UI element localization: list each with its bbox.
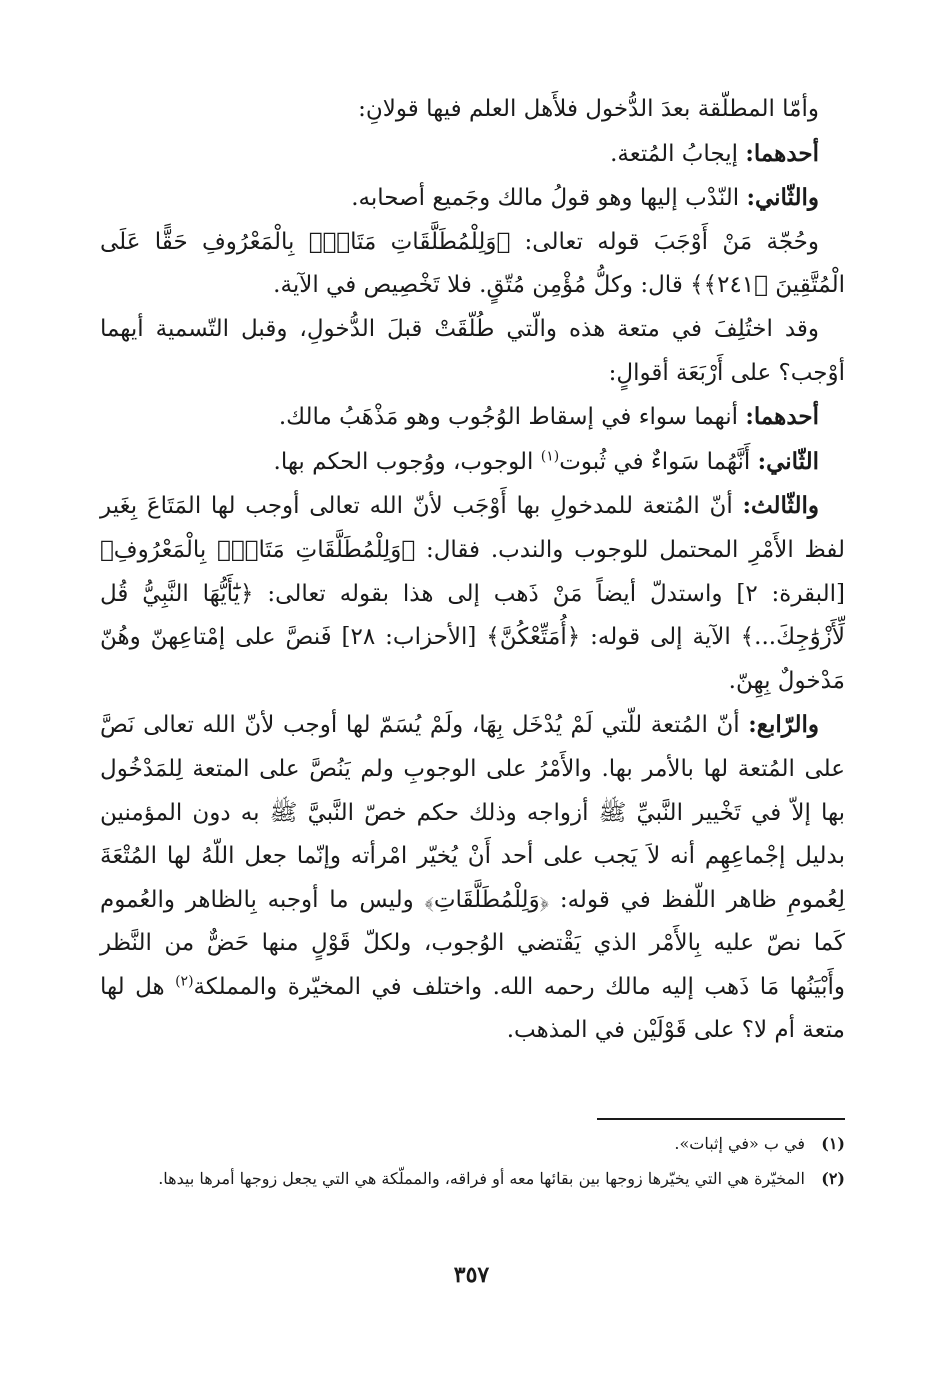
main-text (100, 88, 845, 1053)
paragraph-text-after: الوجوب، ووُجوب الحكم بها. (273, 448, 541, 475)
paragraph-text: النّدْب إليها وهو قولُ مالك وجَميع أصحابه. (351, 185, 747, 212)
paragraph-label: والثّالث: (742, 492, 819, 520)
footnote-text: المخيّرة هي التي يخيّرها زوجها بين بقائها معه أو فراقه، والمملّكة هي التي يجعل زوجها أمرها بيدها. (158, 1169, 805, 1188)
paragraph (100, 221, 845, 308)
footnote (100, 1130, 845, 1157)
paragraph (100, 703, 845, 1053)
paragraph (100, 440, 845, 485)
paragraph (100, 176, 845, 221)
paragraph (100, 308, 845, 395)
paragraph-text: أنّ المُتعة للّتي لَمْ يُدْخَل بِهَا، ولَمْ يُسَمّ لها أوجب لأنّ الله تعالى نَصَّ على المُتعة لها بالأمر بها. والأَمْرُ على الوجوبِ ولم يَنُصَّ على المتعة لِلمَدْخُول بها إلاّ في تَخْيير النَّبيِّ ﷺ أزواجه وذلك حكم خصّ النَّبيَّ ﷺ به دون المؤمنين بدليل إجْماعِهِم أنه لاَ يَجب على أحد أَنْ يُخيّر امْرأته وإنّما جعل اللّهُ لها المُتْعَةَ لِعُمومِ ظاهر اللّفظ في قوله: ﴿وَلِلْمُطَلَّقَاتِ﴾ وليس ما أوجبه بِالظاهر والعُموم كَما نصّ عليه بِالأَمْر الذي يَقْتضي الوُجوب، ولكلّ قَوْلٍ منها حَضٌّ من النَّظر وأَبْيَنُها مَا ذَهب إليه مالك رحمه الله. واختلف في المخيّرة والمملكة (100, 712, 845, 1000)
paragraph-text: وأمّا المطلّقة بعدَ الدُّخول فلأَهل العلم فيها قولانِ: (358, 96, 819, 122)
paragraph-text: إيجابُ المُتعة. (610, 140, 746, 167)
paragraph-label: والثّاني: (746, 184, 819, 212)
paragraph-text: وقد اختُلِفَ في متعة هذه والّتي طُلّقَتْ قبلَ الدُّخولِ، وقبل التّسمية أيهما أوْجب؟ على أَرْبَعَة أقوالٍ: (100, 315, 845, 386)
paragraph-text: أنّ المُتعة للمدخولِ بها أَوْجَب لأنّ الله تعالى أوجب لها المَتَاعَ بِغَير لفظ الأَمْرِ المحتمل للوجوب والندب. فقال: ﴿وَلِلْمُطَلَّقَاتِ مَتَاعٌۢ بِالْمَعْرُوفِ﴾ [البقرة: ٢] واستدلّ أيضاً مَنْ ذَهب إلى هذا بقوله تعالى: ﴿يَٰٓأَيُّهَا النَّبِيُّ قُل لِّأَزْوَٰجِكَ...﴾ الآية إلى قوله: ﴿أُمَتِّعْكُنَّ﴾ [الأحزاب: ٢٨] فَنصَّ على إمْتاعِهنّ وهُنّ مَدْخولٌ بِهِنّ. (100, 493, 845, 694)
paragraph (100, 395, 845, 440)
page-number: ٣٥٧ (453, 1262, 490, 1288)
footnote-reference: (١) (540, 448, 560, 465)
paragraph-label: الثّاني: (757, 447, 819, 475)
footnote (100, 1165, 845, 1192)
footnote-number: (٢) (821, 1169, 845, 1188)
paragraph-text: وحُجّة مَنْ أَوْجَبَ قوله تعالى: ﴿وَلِلْمُطَلَّقَاتِ مَتَاعٌۢ بِالْمَعْرُوفِ حَقًّا عَلَى الْمُتَّقِينَ ﴿٢٤١﴾﴾ قال: وكلُّ مُؤْمِن مُتّقٍ. فلا تَخْصِيص في الآية. (100, 228, 845, 299)
paragraph (100, 484, 845, 703)
footnote-text: في ب «في إثبات». (674, 1134, 805, 1153)
paragraph (100, 132, 845, 177)
footnote-number: (١) (821, 1134, 845, 1153)
footnote-divider (597, 1118, 845, 1120)
paragraph-label: أحدهما: (745, 139, 819, 167)
footnotes (100, 1130, 845, 1200)
footnote-reference: (٢) (175, 973, 194, 990)
paragraph (100, 88, 845, 132)
paragraph-text: أَنَّهُما سَواءٌ في ثُبوت (559, 448, 758, 475)
paragraph-text-after: هل لها متعة أم لا؟ على قَوْلَيْن في المذهب. (100, 973, 845, 1044)
paragraph-label: والرّابع: (748, 711, 819, 739)
paragraph-label: أحدهما: (745, 403, 819, 431)
paragraph-text: أنهما سواء في إسقاط الوُجُوب وهو مَذْهَبُ مالك. (278, 404, 746, 431)
